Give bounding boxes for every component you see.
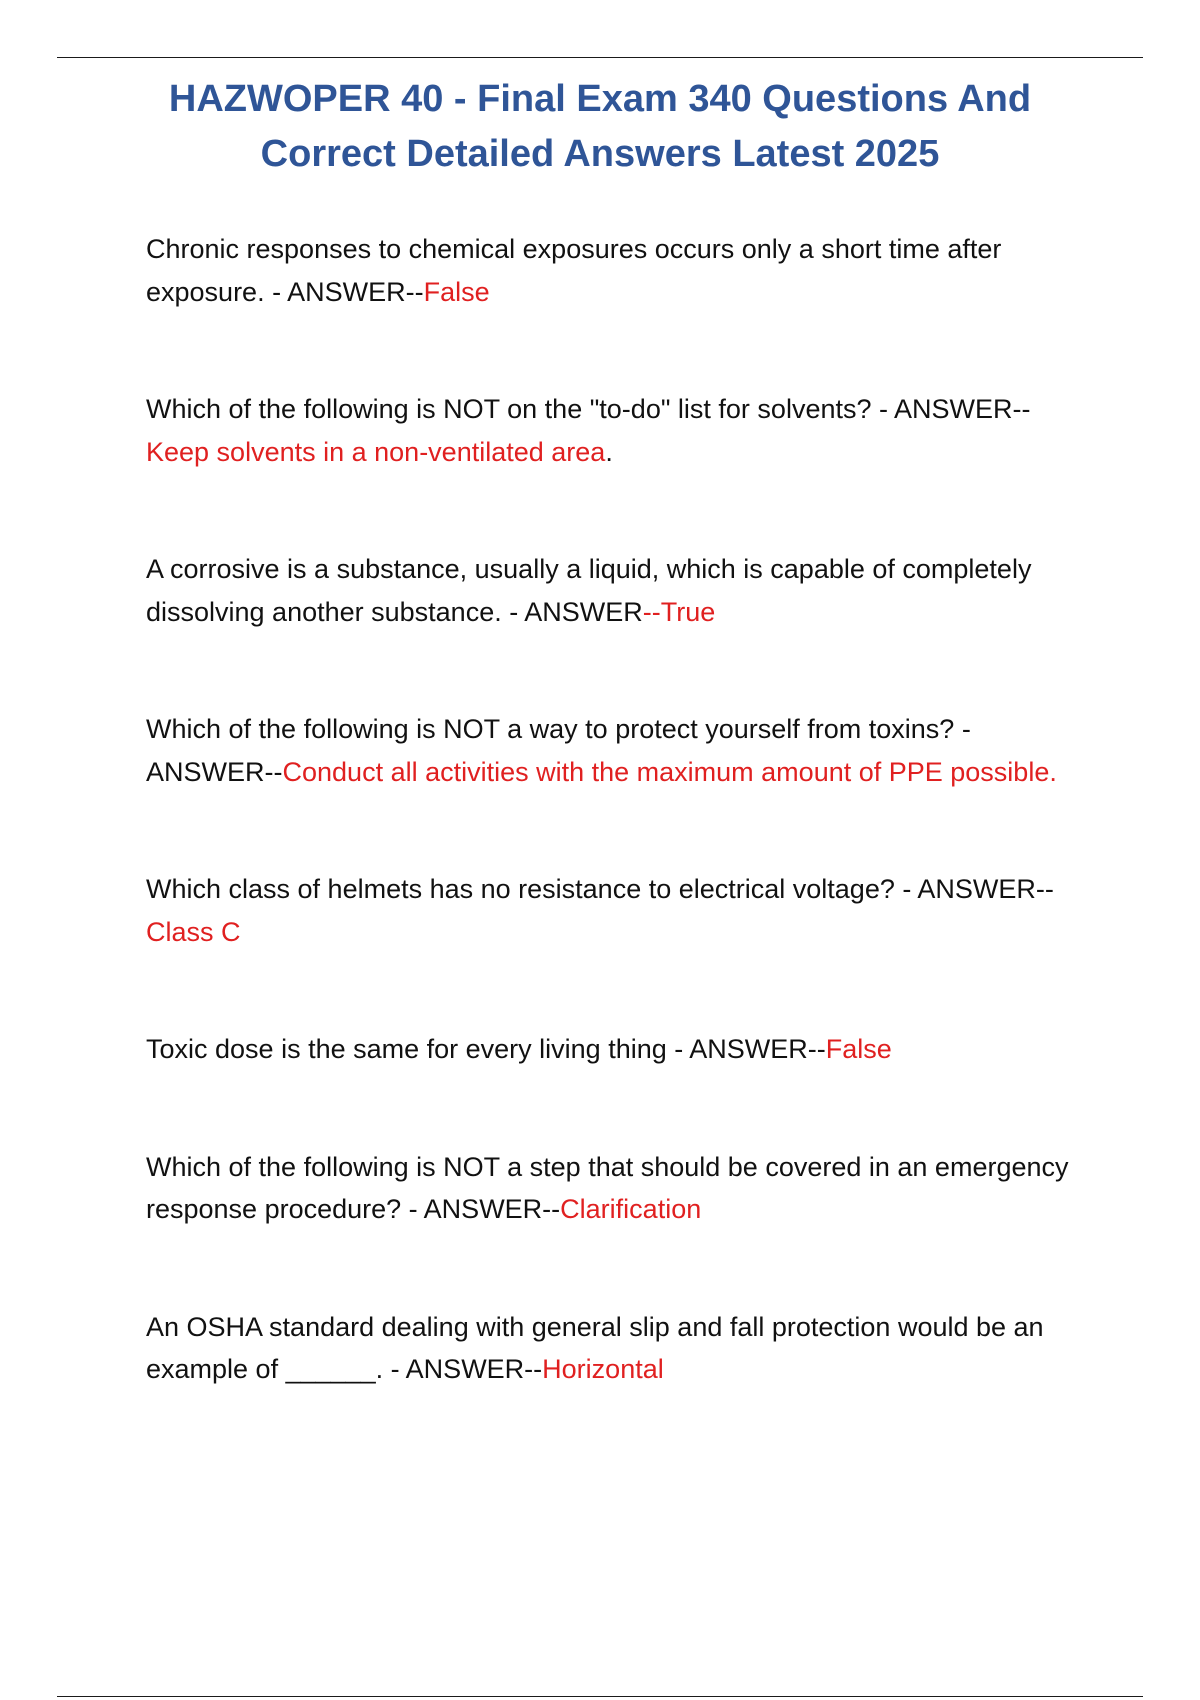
question-item (146, 228, 1091, 313)
document-title (130, 72, 1070, 182)
answer-text: Clarification (560, 1194, 702, 1224)
question-text: Which of the following is NOT a step that should be covered in an emergency response procedure? - ANSWER-- (146, 1151, 1069, 1224)
question-item (146, 1028, 1091, 1071)
question-text: Which of the following is NOT on the "to-do" list for solvents? - ANSWER-- (146, 394, 1031, 424)
answer-text: Class C (146, 916, 241, 947)
question-item (146, 548, 1091, 633)
question-item (146, 708, 1091, 793)
question-text: Which of the following is NOT a way to protect yourself from toxins? - ANSWER-- (146, 714, 971, 787)
bottom-rule (57, 1696, 1143, 1697)
title-line-1: HAZWOPER 40 - Final Exam 340 Questions And (168, 78, 1032, 120)
answer-suffix: . (605, 436, 613, 467)
question-text: An OSHA standard dealing with general slip and fall protection would be an example of ______. - ANSWER-- (146, 1311, 1044, 1384)
top-rule (57, 57, 1143, 58)
question-item (146, 1146, 1091, 1231)
question-text: A corrosive is a substance, usually a liquid, which is capable of completely dissolving another substance. - ANSWER (146, 554, 1032, 627)
question-item (146, 1306, 1091, 1391)
answer-text: False (825, 1034, 892, 1064)
answer-text: Conduct all activities with the maximum amount of PPE possible. (282, 756, 1057, 787)
question-text: Toxic dose is the same for every living thing - ANSWER-- (146, 1034, 826, 1064)
question-text: Which class of helmets has no resistance to electrical voltage? - ANSWER-- (146, 874, 1054, 904)
question-item (146, 868, 1091, 953)
answer-text: Horizontal (542, 1354, 664, 1384)
question-item (146, 388, 1091, 473)
answer-text: --True (642, 596, 716, 627)
title-line-2: Correct Detailed Answers Latest 2025 (260, 133, 940, 175)
question-text: Chronic responses to chemical exposures occurs only a short time after exposure. - ANSWER-- (146, 234, 1002, 307)
answer-text: False (423, 276, 490, 307)
question-list (146, 228, 1091, 1466)
answer-text: Keep solvents in a non-ventilated area (146, 436, 606, 467)
